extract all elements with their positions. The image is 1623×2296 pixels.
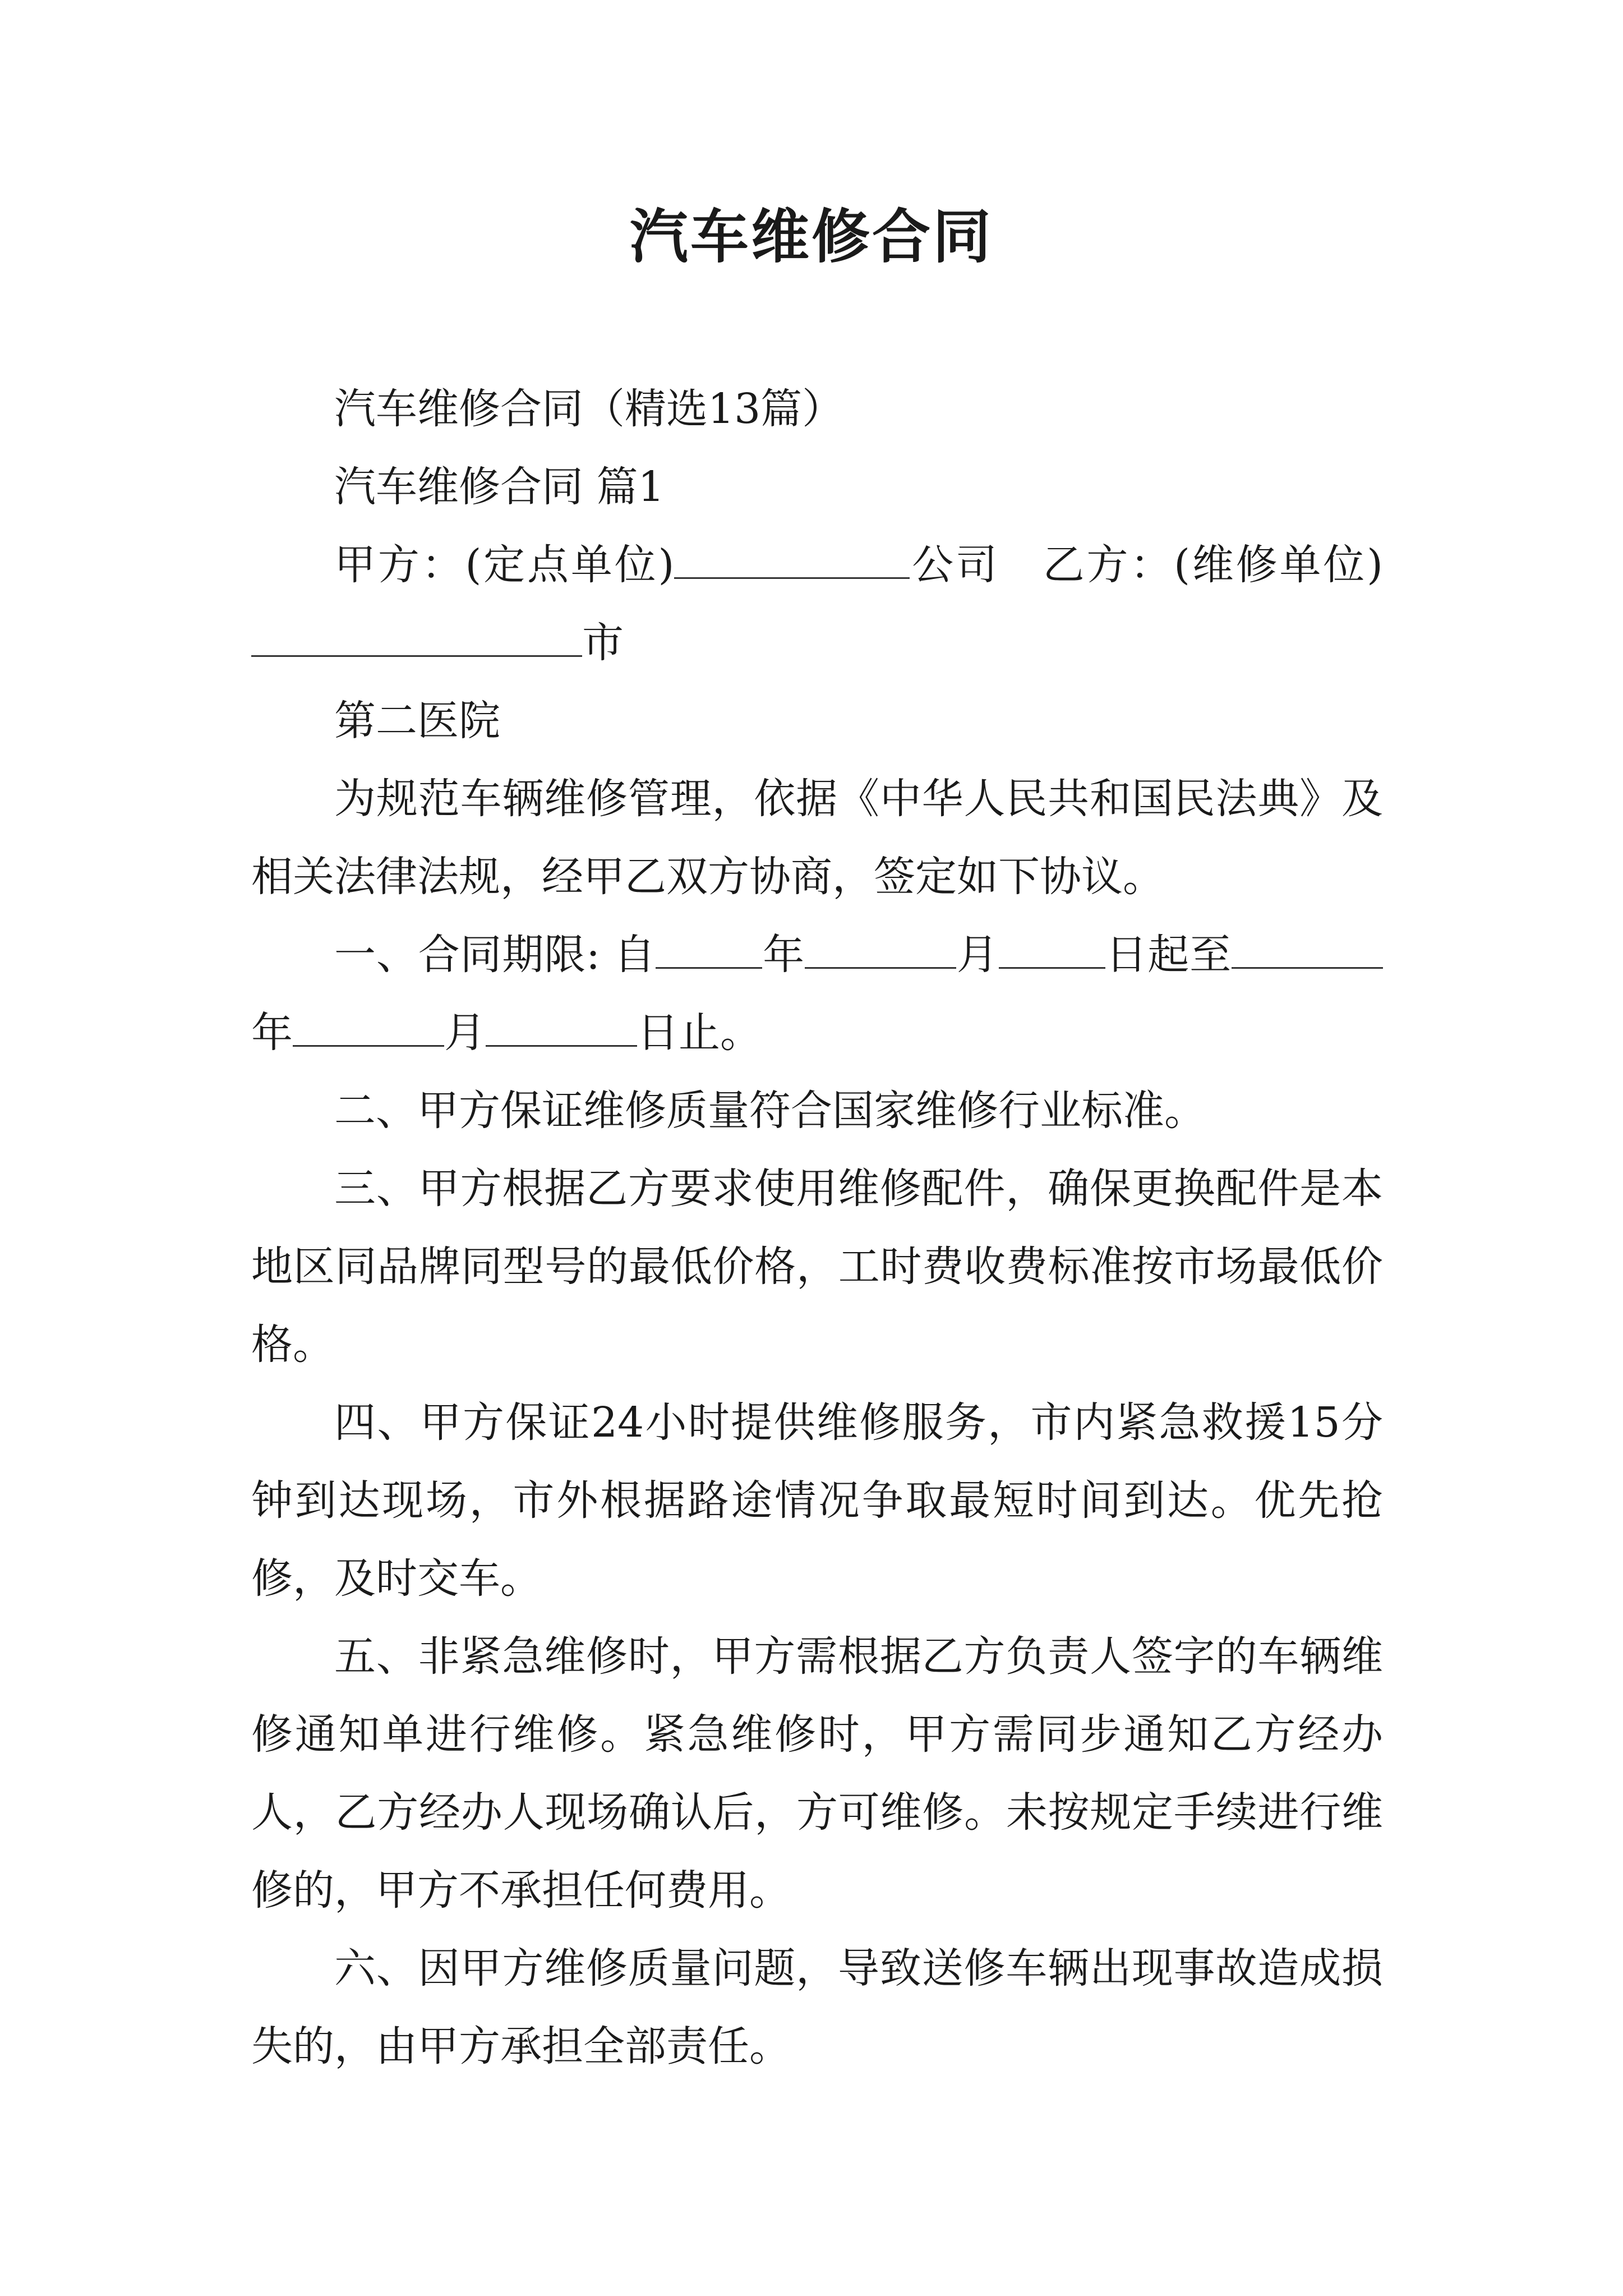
term-start-year-blank xyxy=(656,928,762,969)
party-b-name: 第二医院 xyxy=(334,697,500,745)
term-end-month-label: 月 xyxy=(444,1009,486,1057)
clause-5: 五、非紧急维修时，甲方需根据乙方负责人签字的车辆维修通知单进行维修。紧急维修时，甲方需同步通知乙方经办人，乙方经办人现场确认后，方可维修。未按规定手续进行维修的，甲方不承担任何费用。 xyxy=(251,1632,1383,1915)
section-heading: 汽车维修合同 篇1 xyxy=(334,463,665,511)
term-prefix: 一、合同期限: 自 xyxy=(334,931,656,979)
term-start-month-blank xyxy=(805,928,956,969)
party-b-suffix: 市 xyxy=(582,619,624,667)
term-end-year-label: 年 xyxy=(251,1009,293,1057)
clause-2: 二、甲方保证维修质量符合国家维修行业标准。 xyxy=(334,1087,1206,1135)
party-b-blank xyxy=(251,616,582,657)
clause-3: 三、甲方根据乙方要求使用维修配件，确保更换配件是本地区同品牌同型号的最低价格，工时费收费标准按市场最低价格。 xyxy=(251,1165,1383,1369)
party-b-label: 乙方：(维修单位) xyxy=(1043,541,1383,589)
term-year-label: 年 xyxy=(762,931,805,979)
party-a-suffix: 公司 xyxy=(910,541,999,589)
clause-4: 四、甲方保证24小时提供维修服务，市内紧急救援15分钟到达现场，市外根据路途情况争取最短时间到达。优先抢修，及时交车。 xyxy=(251,1398,1383,1603)
party-a-label: 甲方：(定点单位) xyxy=(334,541,675,589)
term-month-label: 月 xyxy=(956,931,999,979)
term-start-day-blank xyxy=(999,928,1105,969)
clause-term xyxy=(251,916,1383,1072)
term-end-month-blank xyxy=(293,1006,444,1047)
document-body xyxy=(251,370,1383,2086)
term-end-day-blank xyxy=(486,1006,637,1047)
term-end-year-blank xyxy=(1232,928,1383,969)
parties-line xyxy=(251,526,1383,682)
term-end-label: 日止。 xyxy=(637,1009,762,1057)
party-a-blank xyxy=(674,538,910,579)
clause-6: 六、因甲方维修质量问题，导致送修车辆出现事故造成损失的，由甲方承担全部责任。 xyxy=(251,1944,1383,2070)
term-day-from-label: 日起至 xyxy=(1105,931,1232,979)
document-title: 汽车维修合同 xyxy=(629,203,993,271)
intro-paragraph: 为规范车辆维修管理，依据《中华人民共和国民法典》及相关法律法规，经甲乙双方协商，签定如下协议。 xyxy=(251,775,1383,901)
subtitle: 汽车维修合同（精选13篇） xyxy=(334,385,844,433)
